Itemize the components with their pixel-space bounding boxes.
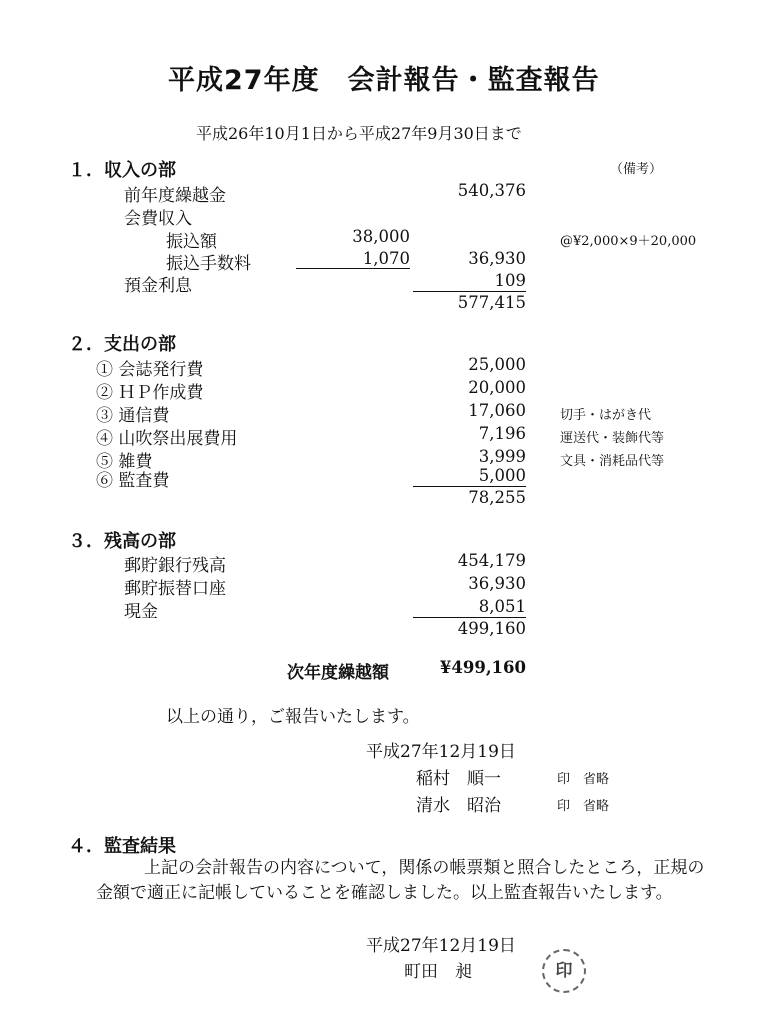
- balance-item-value: 36,930: [468, 574, 526, 593]
- balance-item-value: 454,179: [457, 551, 526, 570]
- expense-item-value: 25,000: [468, 355, 526, 374]
- seal-stamp: 印: [542, 949, 586, 993]
- report-closing: 以上の通り，ご報告いたします。: [166, 707, 420, 727]
- expense-item-note: 切手・はがき代: [560, 408, 652, 423]
- expense-item-value: 5,000: [478, 466, 526, 485]
- auditor-name: 町田 昶: [404, 962, 472, 982]
- income-total-rule: [413, 291, 526, 292]
- balance-total-rule: [413, 617, 526, 618]
- expense-item-value: 17,060: [468, 401, 526, 420]
- interest-value: 109: [494, 271, 526, 290]
- expense-item-note: 運送代・装飾代等: [560, 431, 665, 446]
- report-date: 平成27年12月19日: [366, 742, 516, 762]
- expense-item-value: 7,196: [478, 424, 526, 443]
- transfer-label: 振込額: [166, 232, 217, 252]
- balance-heading: ３．残高の部: [68, 531, 176, 552]
- expense-heading: ２．支出の部: [68, 334, 176, 355]
- fee-label: 振込手数料: [166, 254, 251, 274]
- fee-underline: [296, 268, 410, 269]
- balance-item-label: 郵貯振替口座: [124, 579, 226, 599]
- expense-item-label: ⑤ 雑費: [96, 452, 153, 472]
- signer-name: 清水 昭治: [416, 796, 501, 816]
- signer-seal: 印 省略: [557, 799, 610, 814]
- income-heading: １．収入の部: [68, 160, 176, 181]
- fees-net-value: 36,930: [468, 249, 526, 268]
- balance-total: 499,160: [457, 619, 526, 638]
- expense-total: 78,255: [468, 488, 526, 507]
- audit-text: 上記の会計報告の内容について，関係の帳票類と照合したところ，正規の金額で適正に記帳していることを確認しました。以上監査報告いたします。: [96, 858, 705, 903]
- carryover-label: 前年度繰越金: [124, 186, 226, 206]
- expense-item-label: ② ＨＰ作成費: [96, 383, 204, 403]
- transfer-note: @¥2,000×9＋20,000: [560, 234, 697, 249]
- expense-item-note: 文具・消耗品代等: [560, 454, 665, 469]
- period: 平成26年10月1日から平成27年9月30日まで: [196, 124, 522, 143]
- next-carryover-label: 次年度繰越額: [287, 663, 389, 683]
- expense-item-value: 3,999: [478, 447, 526, 466]
- expense-item-label: ③ 通信費: [96, 406, 170, 426]
- transfer-value: 38,000: [352, 227, 410, 246]
- fees-label: 会費収入: [124, 209, 192, 229]
- page-title: 平成27年度 会計報告・監査報告: [168, 65, 600, 96]
- audit-heading: ４．監査結果: [68, 836, 176, 857]
- expense-item-label: ④ 山吹祭出展費用: [96, 429, 238, 449]
- balance-item-label: 郵貯銀行残高: [124, 556, 226, 576]
- remarks-header: （備考）: [610, 162, 663, 177]
- signer-name: 稲村 順一: [416, 769, 501, 789]
- income-total: 577,415: [457, 293, 526, 312]
- balance-item-label: 現金: [124, 602, 158, 622]
- expense-item-value: 20,000: [468, 378, 526, 397]
- interest-label: 預金利息: [124, 276, 192, 296]
- fee-value: 1,070: [362, 249, 410, 268]
- expense-item-label: ⑥ 監査費: [96, 471, 170, 491]
- audit-date: 平成27年12月19日: [366, 936, 516, 956]
- next-carryover-value: ¥499,160: [439, 658, 526, 677]
- signer-seal: 印 省略: [557, 772, 610, 787]
- balance-item-value: 8,051: [478, 597, 526, 616]
- expense-total-rule: [413, 486, 526, 487]
- carryover-value: 540,376: [457, 181, 526, 200]
- expense-item-label: ① 会誌発行費: [96, 360, 204, 380]
